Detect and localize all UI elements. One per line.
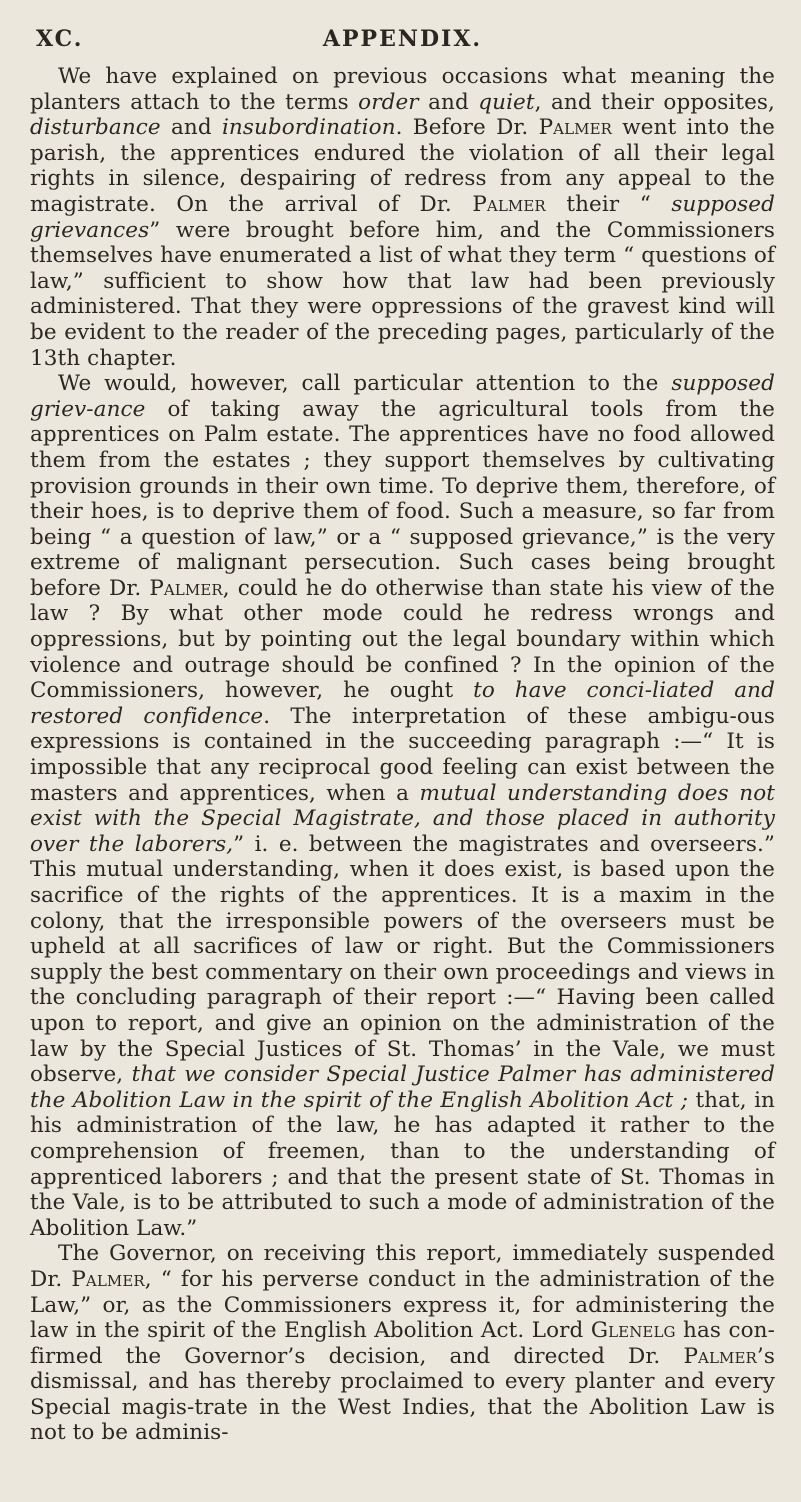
text-run-italic: quiet [478,89,535,115]
text-run-roman: and [160,115,222,141]
running-title: APPENDIX. [322,26,483,52]
text-run-roman: and [418,89,479,115]
text-run-italic: insubordination [221,115,396,141]
page-number: XC. [36,26,84,52]
text-run-small-caps: Glenelg [590,1318,676,1344]
text-run-small-caps: Palmer [683,1343,757,1369]
text-run-roman: . The interpretation of these ambigu-ous expressions is contained in the succeeding paragraph :—“ It is impossible that any reciprocal good feeling can exist between the masters and apprentices, when a [30,703,775,806]
text-run-roman: their “ [545,191,672,217]
text-run-roman: , “ for his perverse conduct in the administration of the Law,” or, as the Commissioners express it, for administering the law in the spirit of the English Abolition Act. Lord [30,1266,775,1344]
text-run-roman: ’s dismissal, and has thereby proclaimed to every planter and every Special magis-trate in the West Indies, that the Abolition Law is not to be adminis- [30,1343,775,1446]
text-run-roman: ” were brought before him, and the Commissioners themselves have enumerated a list of what they term “ questions of law,” sufficient to show how that law had been previously administered. That they were oppressions of the gravest kind will be evident to the reader of the preceding pages, particularly of the 13th chapter. [30,217,775,371]
text-run-small-caps: Palmer [71,1266,145,1292]
text-run-roman: of taking away the agricultural tools from the apprentices on Palm estate. The apprentices have no food allowed them from the estates ; they support themselves by cultivating provision grounds in their own time. To deprive them, therefore, of their hoes, is to deprive them of food. Such a measure, so far from being “ a question of law,” or a “ supposed grievance,” is the very extreme of malignant persecution. Such cases being brought before Dr. [30,396,775,601]
running-head [30,26,775,54]
text-run-small-caps: Palmer [472,191,546,217]
text-run-italic: supposed griev-ance [30,371,775,422]
paragraph-governor-suspension [30,1241,775,1446]
text-run-roman: . Before Dr. [395,115,539,141]
body-text [30,64,775,1446]
text-run-italic: order [358,89,419,115]
text-run-roman: that, in his administration of the law, he has adapted it rather to the comprehension of freemen, than to the understanding of apprenticed laborers ; and that the present state of St. Thomas in the Vale, is to be attributed to such a mode of administration of the Abolition Law.” [30,1087,775,1241]
text-run-roman: has con-firmed the Governor’s decision, and directed Dr. [30,1318,775,1369]
text-run-italic: disturbance [30,115,161,141]
text-run-italic: mutual understanding does not exist with the Special Magistrate, and those placed in authority over the laborers, [30,780,775,857]
text-run-roman: , could he do otherwise than state his view of the law ? By what other mode could he redress wrongs and oppressions, but by pointing out the legal boundary within which violence and outrage should be confined ? In the opinion of the Commissioners, however, he ought [30,575,775,704]
paragraph-supposed-grievance [30,371,775,1241]
text-run-italic: supposed grievances [30,191,775,243]
text-run-small-caps: Palmer [149,575,223,601]
text-run-roman: The Governor, on receiving this report, immediately suspended Dr. [30,1241,775,1292]
text-run-roman: , and their opposites, [534,89,775,115]
text-run-small-caps: Palmer [538,115,613,141]
text-run-roman: went into the parish, the apprentices endured the violation of all their legal rights in silence, despairing of redress from any appeal to the magistrate. On the arrival of Dr. [30,115,775,217]
text-run-roman: We have explained on previous occasions what meaning the planters attach to the terms [30,64,775,115]
paragraph-planters-terms [30,64,775,371]
text-run-italic: to have conci-liated and restored confidence [30,678,775,729]
text-run-roman: We would, however, call particular attention to the [58,371,672,397]
text-run-roman: ” i. e. between the magistrates and overseers.” This mutual understanding, when it does exist, is based upon the sacrifice of the rights of the apprentices. It is a maxim in the colony, that the irresponsible powers of the overseers must be upheld at all sacrifices of law or right. But the Commissioners supply the best commentary on their own proceedings and views in the concluding paragraph of their report :—“ Having been called upon to report, and give an opinion on the administration of the law by the Special Justices of St. Thomas’ in the Vale, we must observe, [30,831,775,1088]
text-run-italic: that we consider Special Justice Palmer has administered the Abolition Law in the spirit of the English Abolition Act ; [30,1062,775,1113]
